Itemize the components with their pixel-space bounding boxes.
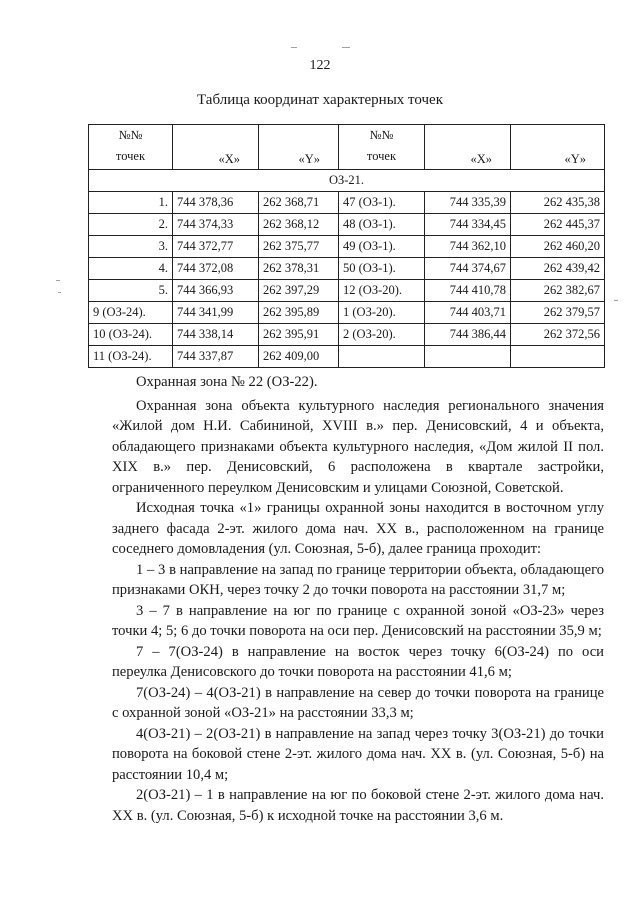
document-body (112, 372, 604, 826)
header-x-right: «X» (425, 125, 511, 170)
x-cell: 744 341,99 (173, 302, 259, 324)
header-points-line2: точек (115, 149, 146, 163)
header-points-left (89, 125, 173, 170)
point-cell: 3. (89, 236, 173, 258)
x-cell: 744 378,36 (173, 192, 259, 214)
x-cell: 744 366,93 (173, 280, 259, 302)
zone-heading: Охранная зона № 22 (ОЗ-22). (136, 374, 318, 390)
header-points-line1: №№ (369, 128, 394, 142)
y-cell: 262 460,20 (511, 236, 605, 258)
starting-point-paragraph: Исходная точка «1» границы охранной зоны находится в восточном углу заднего фасада 2-эт. жилого дома нач. XX в., расположенном на границе соседнего домовладения (ул. Союзная, 5-б), далее граница проходит: (112, 500, 604, 557)
boundary-segment: 7(ОЗ-24) – 4(ОЗ-21) в направление на север до точки поворота на границе с охранной зоной «ОЗ-21» на расстоянии 33,3 м; (112, 684, 604, 721)
point-cell: 2 (ОЗ-20). (339, 324, 425, 346)
table-row (89, 214, 605, 236)
y-cell: 262 382,67 (511, 280, 605, 302)
zone-row (89, 170, 605, 192)
x-cell: 744 372,08 (173, 258, 259, 280)
zone-label: ОЗ-21. (89, 170, 605, 192)
y-cell: 262 375,77 (259, 236, 339, 258)
point-cell: 1 (ОЗ-20). (339, 302, 425, 324)
point-cell: 4. (89, 258, 173, 280)
x-cell: 744 403,71 (425, 302, 511, 324)
header-x-left: «X» (173, 125, 259, 170)
y-cell: 262 368,12 (259, 214, 339, 236)
y-cell: 262 439,42 (511, 258, 605, 280)
y-cell: 262 372,56 (511, 324, 605, 346)
x-cell: 744 338,14 (173, 324, 259, 346)
page-number: 122 (309, 58, 331, 73)
boundary-segment: 4(ОЗ-21) – 2(ОЗ-21) в направление на запад через точку 3(ОЗ-21) до точки поворота на боковой стене 2-эт. жилого дома нач. XX в. (ул. Союзная, 5-б) на расстоянии 10,4 м; (112, 725, 604, 783)
table-title: Таблица координат характерных точек (197, 92, 443, 108)
y-cell: 262 435,38 (511, 192, 605, 214)
point-cell: 50 (ОЗ-1). (339, 258, 425, 280)
x-cell: 744 335,39 (425, 192, 511, 214)
boundary-segment: 3 – 7 в направление на юг по границе с охранной зоной «ОЗ-23» через точки 4; 5; 6 до точки поворота на оси пер. Денисовский на расстоянии 35,9 м; (112, 602, 604, 639)
y-cell: 262 395,89 (259, 302, 339, 324)
y-cell: 262 379,57 (511, 302, 605, 324)
point-cell: 11 (ОЗ-24). (89, 346, 173, 368)
table-row (89, 236, 605, 258)
y-cell: 262 445,37 (511, 214, 605, 236)
header-points-line2: точек (366, 149, 397, 163)
header-y-right: «Y» (511, 125, 605, 170)
point-cell: 12 (ОЗ-20). (339, 280, 425, 302)
table-row (89, 192, 605, 214)
scan-mark (291, 47, 297, 48)
y-cell: 262 397,29 (259, 280, 339, 302)
x-cell: 744 374,33 (173, 214, 259, 236)
x-cell: 744 410,78 (425, 280, 511, 302)
table-row (89, 258, 605, 280)
y-cell: 262 378,31 (259, 258, 339, 280)
y-cell: 262 409,00 (259, 346, 339, 368)
point-cell (339, 346, 425, 368)
header-points-right (339, 125, 425, 170)
x-cell: 744 362,10 (425, 236, 511, 258)
x-cell: 744 374,67 (425, 258, 511, 280)
x-cell (425, 346, 511, 368)
x-cell: 744 334,45 (425, 214, 511, 236)
scan-mark (56, 280, 60, 281)
point-cell: 49 (ОЗ-1). (339, 236, 425, 258)
table-row (89, 346, 605, 368)
scan-mark (614, 300, 618, 301)
table-row (89, 280, 605, 302)
zone-description: Охранная зона объекта культурного наследия регионального значения «Жилой дом Н.И. Сабининой, XVIII в.» пер. Денисовский, 4 и объекта, обладающего признаками объекта культурного наследия, «Дом жилой II пол. XIX в.» пер. Денисовский, 6 расположена в квартале застройки, ограниченного переулком Денисовским и улицами Союзной, Советской. (112, 397, 604, 496)
coordinates-table (88, 124, 605, 368)
point-cell: 10 (ОЗ-24). (89, 324, 173, 346)
point-cell: 1. (89, 192, 173, 214)
x-cell: 744 372,77 (173, 236, 259, 258)
boundary-segment: 1 – 3 в направление на запад по границе территории объекта, обладающего признаками ОКН, через точку 2 до точки поворота на расстоянии 31,7 м; (112, 561, 604, 598)
point-cell: 48 (ОЗ-1). (339, 214, 425, 236)
table-row (89, 302, 605, 324)
boundary-segment: 2(ОЗ-21) – 1 в направление на юг по боковой стене 2-эт. жилого дома нач. XX в. (ул. Союзная, 5-б) к исходной точке на расстоянии 3,6 м. (112, 787, 604, 824)
table-row (89, 324, 605, 346)
header-y-left: «Y» (259, 125, 339, 170)
boundary-segment: 7 – 7(ОЗ-24) в направление на восток через точку 6(ОЗ-24) по оси переулка Денисовского до точки поворота на расстоянии 41,6 м; (112, 643, 604, 680)
x-cell: 744 386,44 (425, 324, 511, 346)
point-cell: 47 (ОЗ-1). (339, 192, 425, 214)
point-cell: 2. (89, 214, 173, 236)
y-cell (511, 346, 605, 368)
scan-mark (342, 47, 350, 48)
table-header-row (89, 125, 605, 170)
y-cell: 262 368,71 (259, 192, 339, 214)
scan-mark (58, 292, 61, 293)
y-cell: 262 395,91 (259, 324, 339, 346)
header-points-line1: №№ (118, 128, 143, 142)
x-cell: 744 337,87 (173, 346, 259, 368)
point-cell: 9 (ОЗ-24). (89, 302, 173, 324)
point-cell: 5. (89, 280, 173, 302)
